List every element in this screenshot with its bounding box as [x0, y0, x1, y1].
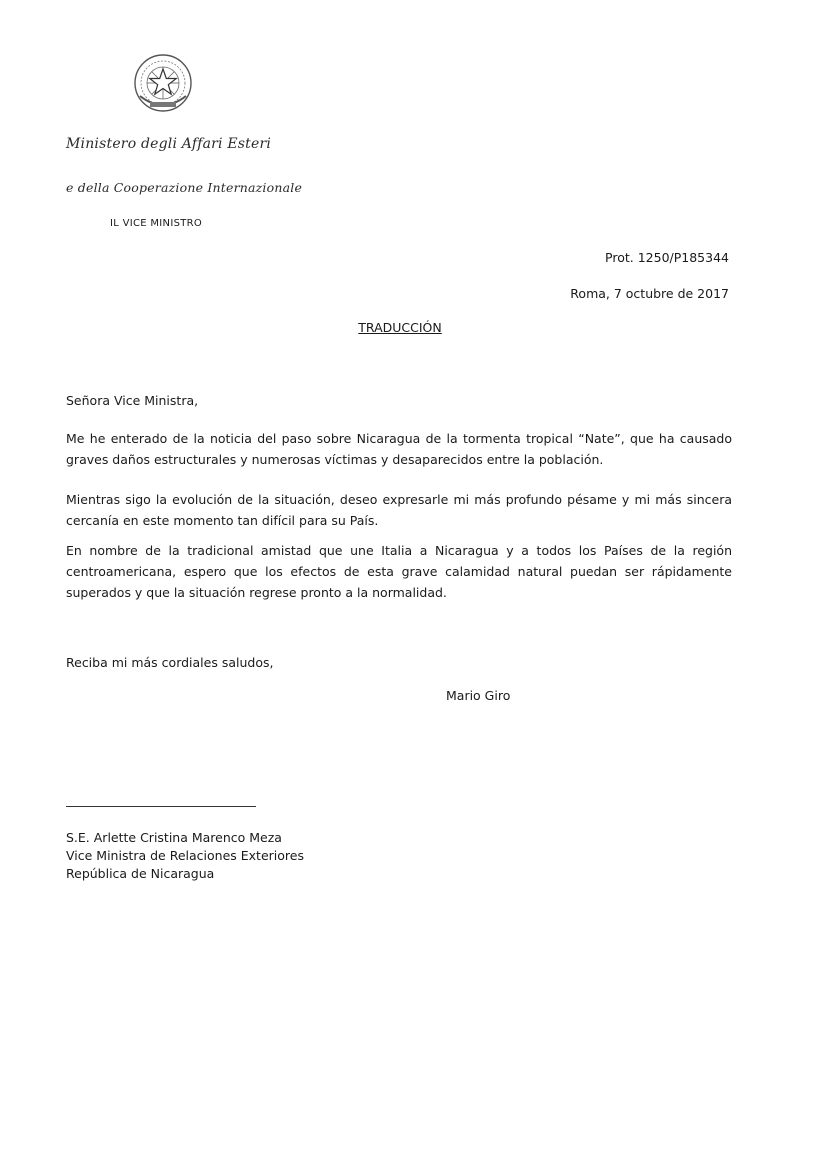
- place-date: Roma, 7 octubre de 2017: [570, 286, 729, 301]
- ministry-name-line2: e della Cooperazione Internazionale: [66, 180, 303, 195]
- signatory-name: Mario Giro: [446, 688, 511, 703]
- protocol-number: Prot. 1250/P185344: [605, 250, 729, 265]
- office-title: IL VICE MINISTRO: [110, 218, 203, 229]
- body-paragraph-1: Me he enterado de la noticia del paso sobre Nicaragua de la tormenta tropical “Nate”, que ha causado graves daños estructurales y numerosas víctimas y desaparecidos entre la población.: [66, 431, 732, 467]
- ministry-name-line1: Ministero degli Affari Esteri: [66, 136, 272, 152]
- body-paragraph-2: Mientras sigo la evolución de la situación, deseo expresarle mi más profundo pésame y mi más sincera cercanía en este momento tan difícil para su País.: [66, 492, 732, 528]
- salutation: Señora Vice Ministra,: [66, 393, 199, 408]
- recipient-country: República de Nicaragua: [66, 866, 215, 881]
- recipient-title: Vice Ministra de Relaciones Exteriores: [66, 848, 304, 863]
- body-paragraph-3: En nombre de la tradicional amistad que une Italia a Nicaragua y a todos los Países de la región centroamericana, espero que los efectos de esta grave calamidad natural puedan ser rápidamente superados y que la situación regrese pronto a la normalidad.: [66, 543, 732, 600]
- recipient-name: S.E. Arlette Cristina Marenco Meza: [66, 830, 282, 845]
- italian-republic-emblem-icon: [132, 52, 194, 114]
- document-heading: TRADUCCIÓN: [358, 320, 442, 335]
- closing-line: Reciba mi más cordiales saludos,: [66, 655, 274, 670]
- divider-line: [66, 806, 256, 807]
